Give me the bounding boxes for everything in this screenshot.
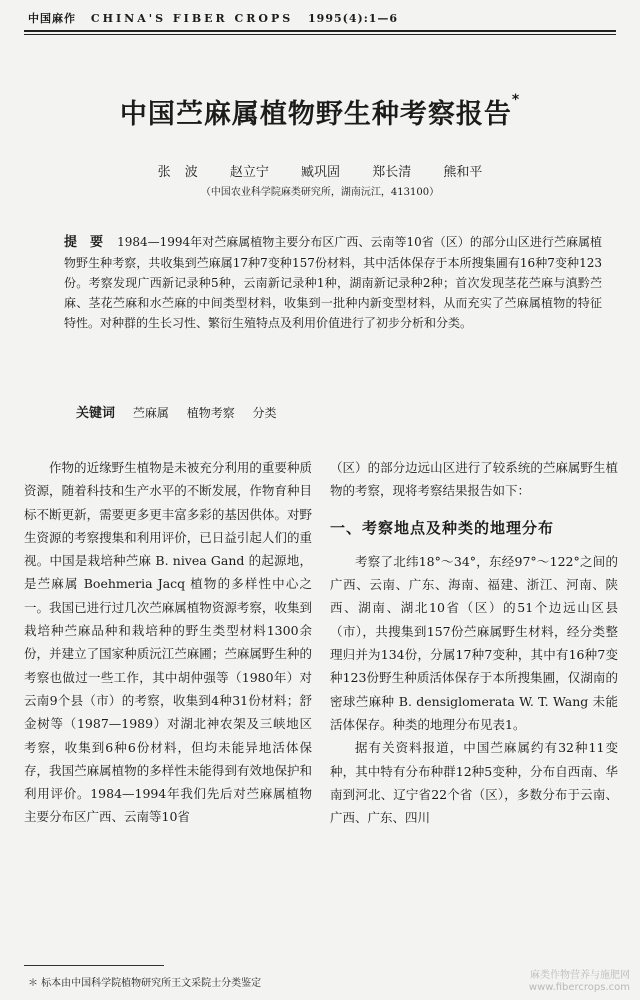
- abstract: [64, 232, 602, 333]
- keyword: 分类: [252, 406, 277, 420]
- author-list: [0, 161, 640, 180]
- body-column-right: [330, 456, 618, 829]
- keywords-label: 关键词: [76, 406, 116, 421]
- footnote-rule: [24, 965, 164, 966]
- body-paragraph: 据有关资料报道，中国苎麻属约有32种11变种，其中特有分布种群12种5变种，分布自西南、华南到河北、辽宁省22个省（区），多数分布于云南、广西、广东、四川: [330, 740, 618, 826]
- body-paragraph: 考察了北纬18°～34°，东经97°～122°之间的广西、云南、广东、海南、福建、浙江、河南、陕西、湖南、湖北10省（区）的51个边远山区县（市），共搜集到157份苎麻属野生材料，经分类整理归并为134份，分属17种7变种，其中有16种7变种123份野生种质活体保存于本所搜集圃，仅湖南的密球苎麻种 B. densiglomerata W. T. Wang 未能活体保存。种类的地理分布见表1。: [330, 553, 618, 732]
- abstract-label: 提 要: [64, 235, 104, 250]
- watermark-line: www.fibercrops.com: [528, 982, 630, 993]
- keywords: [76, 402, 576, 421]
- watermark-line: 麻类作物营养与施肥网: [530, 970, 630, 981]
- body-paragraph-continued: （区）的部分边远山区进行了较系统的苎麻属野生植物的考察，现将考察结果报告如下：: [330, 460, 618, 499]
- watermark: [470, 970, 630, 994]
- journal-name-cn: 中国麻作: [28, 12, 76, 25]
- keyword: 苎麻属: [132, 406, 169, 420]
- author: 张 波: [157, 165, 198, 180]
- header-rule-thin: [24, 34, 616, 35]
- section-heading: 一、考察地点及种类的地理分布: [330, 518, 555, 537]
- article-title-text: 中国苎麻属植物野生种考察报告: [119, 99, 512, 130]
- author: 郑长清: [372, 165, 412, 180]
- footnote: ＊ 标本由中国科学院植物研究所王文采院士分类鉴定: [28, 978, 262, 989]
- abstract-text: 1984—1994年对苎麻属植物主要分布区广西、云南等10省（区）的部分山区进行苎麻属植物野生种考察，共收集到苎麻属17种7变种157份材料，其中活体保存于本所搜集圃有16种7变种123份。考察发现广西新记录种5种，云南新记录种1种，湖南新记录种2种；首次发现茎花苎麻与滇黔苎麻、茎花苎麻和水苎麻的中间类型材料，收集到一批种内新变型材料，从而充实了苎麻属植物的特征特性。对种群的生长习性、繁衍生殖特点及利用价值进行了初步分析和分类。: [64, 235, 602, 330]
- author: 赵立宁: [229, 165, 269, 180]
- header-rule: [24, 30, 616, 32]
- author: 臧巩固: [301, 165, 341, 180]
- author: 熊和平: [443, 165, 483, 180]
- body-column-left: [24, 456, 312, 829]
- body-paragraph: 作物的近缘野生植物是未被充分利用的重要种质资源，随着科技和生产水平的不断发展，作物育种目标不断更新，需要更多更丰富多彩的基因供体。对野生资源的考察搜集和利用评价，已日益引起人们的重视。中国是栽培种苎麻 B. nivea Gand 的起源地，是苎麻属 Boehmeria Jacq 植物的多样性中心之一。我国已进行过几次苎麻属植物资源考察，收集到栽培种苎麻品种和栽培种的野生类型材料1300余份，并建立了国家种质沅江苎麻圃；苎麻属野生种的考察也做过一些工作，其中胡仲强等（1980年）对云南9个县（市）的考察，收集到4种31份材料；舒金树等（1987—1989）对湖北神农架及三峡地区考察，收集到6种6份材料，但均未能异地活体保存，我国苎麻属植物的多样性未能得到有效地保护和利用评价。1984—1994年我们先后对苎麻属植物主要分布区广西、云南等10省: [24, 460, 312, 825]
- keyword: 植物考察: [186, 406, 235, 420]
- title-footnote-mark: *: [511, 92, 521, 108]
- article-title: [0, 92, 640, 131]
- issue-info: 1995(4):1—6: [308, 12, 399, 25]
- affiliation: （中国农业科学院麻类研究所，湖南沅江，413100）: [200, 187, 440, 198]
- running-head: [28, 10, 612, 26]
- journal-name-en: CHINA'S FIBER CROPS: [90, 12, 294, 25]
